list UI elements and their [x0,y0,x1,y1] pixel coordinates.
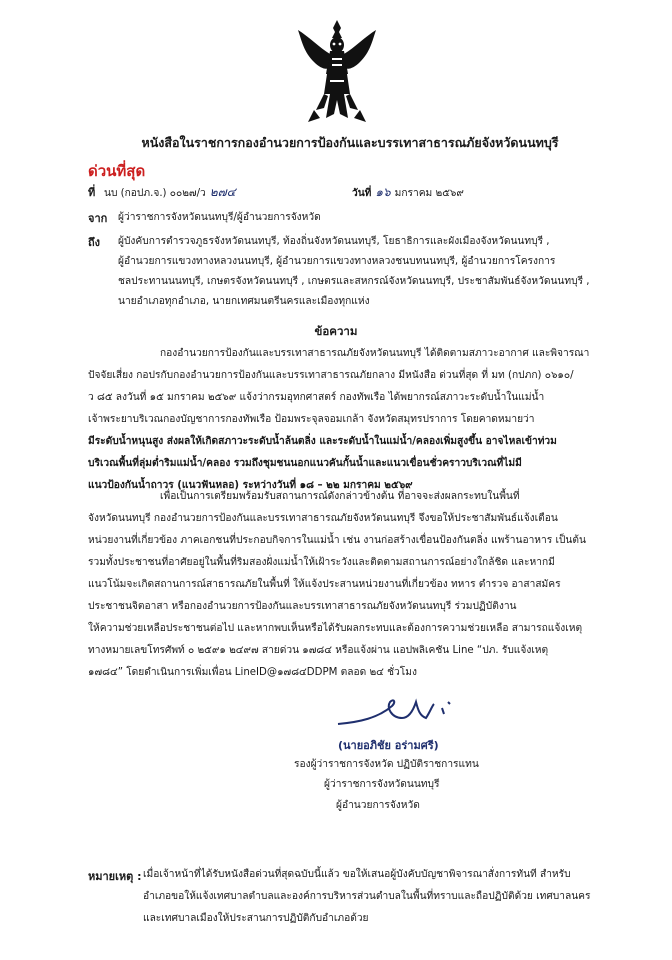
to-line: ผู้อำนวยการแขวงทางหลวงนนทบุรี, ผู้อำนวยการแขวงทางหลวงชนบทนนทบุรี, ผู้อำนวยการโครงการ [118,256,556,267]
garuda-emblem-icon [294,18,380,126]
signatory-name: (นายอภิชัย อร่ามศรี) [338,739,439,752]
paragraph-line: ประชาชนจิตอาสา หรือกองอำนวยการป้องกันและบรรเทาสาธารณภัยจังหวัดนนทบุรี ร่วมปฏิบัติงาน [88,601,517,612]
ref-number-handwritten: ๒๗๔ [209,185,236,199]
note-label: หมายเหตุ : [88,870,142,883]
paragraph-line: หน่วยงานที่เกี่ยวข้อง ภาคเอกชนที่ประกอบกิจการในแม่น้ำ เช่น งานก่อสร้างเขื่อนป้องกันตลิ่ง แพร้านอาหาร เป็นต้น [88,535,586,546]
handwritten-signature [330,688,470,732]
document-title: หนังสือในราชการกองอำนวยการป้องกันและบรรเทาสาธารณภัยจังหวัดนนทบุรี [141,135,559,150]
to-label: ถึง [88,236,101,249]
note-line: และเทศบาลเมืองให้ประสานการปฏิบัติกับอำเภอด้วย [143,913,369,924]
signatory-title-2: ผู้ว่าราชการจังหวัดนนทบุรี [324,779,440,790]
paragraph-line: เจ้าพระยาบริเวณกองบัญชาการกองทัพเรือ ป้อมพระจุลจอมเกล้า จังหวัดสมุทรปราการ โดยคาดหมายว่า [88,414,535,425]
date-day-handwritten: ๑๖ [375,185,391,199]
to-line: นายอำเภอทุกอำเภอ, นายกเทศมนตรีนครและเมืองทุกแห่ง [118,296,370,307]
date-label: วันที่ [352,188,372,199]
paragraph-line: กองอำนวยการป้องกันและบรรเทาสาธารณภัยจังหวัดนนทบุรี ได้ติดตามสภาวะอากาศ และพิจารณา [160,348,590,359]
to-line: ผู้บังคับการตำรวจภูธรจังหวัดนนทบุรี, ท้องถิ่นจังหวัดนนทบุรี, โยธาธิการและผังเมืองจังหวัดนนทบุรี , [118,236,550,247]
paragraph-line: ปัจจัยเสี่ยง กอปรกับกองอำนวยการป้องกันและบรรเทาสาธารณภัยกลาง มีหนังสือ ด่วนที่สุด ที่ มท (กปภก) ๐๖๑๐/ [88,370,574,381]
body-heading: ข้อความ [314,324,358,338]
note-line: เมื่อเจ้าหน้าที่ได้รับหนังสือด่วนที่สุดฉบับนี้แล้ว ขอให้เสนอผู้บังคับบัญชาพิจารณาสั่งการทันที สำหรับ [143,869,571,880]
paragraph-line: ให้ความช่วยเหลือประชาชนต่อไป และหากพบเห็นหรือได้รับผลกระทบและต้องการความช่วยเหลือ สามารถแจ้งเหตุ [88,623,583,634]
from-label: จาก [88,212,108,225]
signatory-title-1: รองผู้ว่าราชการจังหวัด ปฏิบัติราชการแทน [294,759,479,770]
paragraph-line: ๑๗๘๔” โดยดำเนินการเพิ่มเพื่อน LineID@๑๗๘๔DDPM ตลอด ๒๔ ชั่วโมง [88,667,417,678]
paragraph-bold-line: บริเวณพื้นที่ลุ่มต่ำริมแม่น้ำ/คลอง รวมถึงชุมชนนอกแนวคันกั้นน้ำและแนวเขื่อนชั่วคราวบริเวณที่ไม่มี [88,458,522,469]
note-text [143,864,590,930]
paragraph-line: จังหวัดนนทบุรี กองอำนวยการป้องกันและบรรเทาสาธารณภัยจังหวัดนนทบุรี จึงขอให้ประชาสัมพันธ์แจ้งเตือน [88,513,558,524]
document-date [352,183,464,202]
signatory-title-3: ผู้อำนวยการจังหวัด [336,800,420,811]
note-line: อำเภอขอให้แจ้งเทศบาลตำบลและองค์การบริหารส่วนตำบลในพื้นที่ทราบและถือปฏิบัติด้วย เทศบาลนคร [143,891,591,902]
ref-value: นบ (กอปภ.จ.) ๐๐๒๗/ว [104,188,206,199]
paragraph-line: เพื่อเป็นการเตรียมพร้อมรับสถานการณ์ดังกล่าวข้างต้น ที่อาจจะส่งผลกระทบในพื้นที่ [160,491,520,502]
urgency-label: ด่วนที่สุด [88,162,146,180]
paragraph-bold-line: มีระดับน้ำหนุนสูง ส่งผลให้เกิดสภาวะระดับน้ำล้นตลิ่ง และระดับน้ำในแม่น้ำ/คลองเพิ่มสูงขึ้น อาจไหลเข้าท่วม [88,436,557,447]
ref-label: ที่ [88,186,96,199]
date-rest: มกราคม ๒๕๖๙ [394,188,464,199]
paragraph-bold-line: แนวป้องกันน้ำถาวร (แนวฟันหลอ) ระหว่างวันที่ ๑๘ – ๒๒ มกราคม ๒๕๖๙ [88,480,413,491]
paragraph-line: แนวโน้มจะเกิดสถานการณ์สาธารณภัยในพื้นที่ ให้แจ้งประสานหน่วยงานที่เกี่ยวข้อง ทหาร ตำรวจ อาสาสมัคร [88,579,561,590]
paragraph-1 [88,343,589,497]
ref-number [104,183,240,202]
to-line: ชลประทานนนทบุรี, เกษตรจังหวัดนนทบุรี , เกษตรและสหกรณ์จังหวัดนนทบุรี, ประชาสัมพันธ์จังหวัดนนทบุรี , [118,276,590,287]
paragraph-line: รวมทั้งประชาชนที่อาศัยอยู่ในพื้นที่ริมสองฝั่งแม่น้ำให้เฝ้าระวังและติดตามสถานการณ์อย่างใกล้ชิด และหากมี [88,557,555,568]
paragraph-line: ว ๘๕ ลงวันที่ ๑๕ มกราคม ๒๕๖๙ แจ้งว่ากรมอุทกศาสตร์ กองทัพเรือ ได้พยากรณ์สภาวะระดับน้ำในแม่น้ำ [88,392,545,403]
from-value: ผู้ว่าราชการจังหวัดนนทบุรี/ผู้อำนวยการจังหวัด [118,212,321,223]
paragraph-2 [88,486,586,684]
paragraph-line: ทางหมายเลขโทรศัพท์ ๐ ๒๕๙๑ ๒๔๙๗ สายด่วน ๑๗๘๔ หรือแจ้งผ่าน แอปพลิเคชัน Line “ปภ. รับแจ้งเหตุ [88,645,549,656]
